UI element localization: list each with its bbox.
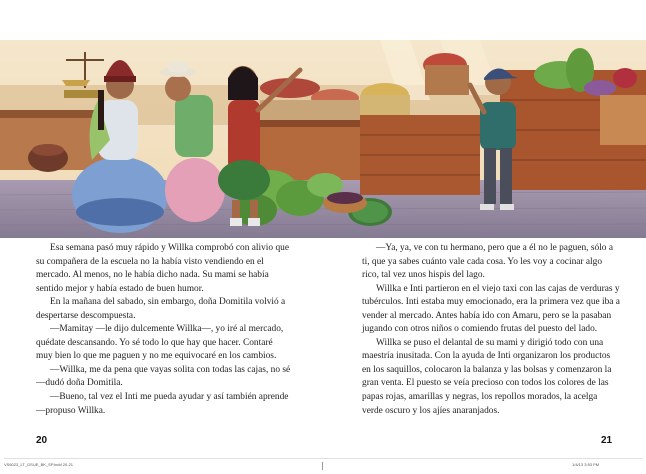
paragraph: —Willka, me da pena que vayas solita con todas las cajas, no sé —dudó doña Domitila. <box>36 364 291 389</box>
page-number-left: 20 <box>36 435 48 446</box>
paragraph: —Bueno, tal vez el Inti me pueda ayudar y así también aprende —propuso Willka. <box>36 392 289 416</box>
print-slug-right: 1/4/13 3:53 PM <box>572 462 600 467</box>
crop-mark <box>4 458 642 459</box>
crop-mark <box>322 462 323 470</box>
paragraph: —Ya, ya, ve con tu hermano, pero que a él no le paguen, sólo a ti, que ya sabes cuánto vale cada cosa. Yo les voy a cocinar algo rico, tal vez unos hispis del lago. <box>362 243 614 281</box>
paragraph: Willka se puso el delantal de su mami y dirigió todo con una maestría inusitada. Con la ayuda de Inti organizaron los productos en los saquillos, colocaron la balanza y las bolsas y comenzaron la gran venta. El puesto se veía precioso con todos los colores de las papas rojas, amarillas y negras, los repollos morados, la acelga verde oscuro y los ajíes anaranjados. <box>362 337 612 416</box>
paragraph: —Mamitay —le dijo dulcemente Willka—, yo iré al mercado, quédate descansando. Yo sé todo lo que hay que hacer. Contaré muy bien lo que me paguen y no me equivocaré en los cambios. <box>36 324 284 362</box>
page-number-right: 21 <box>601 435 613 446</box>
paragraph: Willka e Inti partieron en el viejo taxi con las cajas de verduras y tubérculos. Inti estaba muy emocionado, era la primera vez que iba a vender al mercado. Antes había ido con Amaru, pero se la pasaban jugando con otros niños o comiendo frutas del puesto del lado. <box>362 283 620 335</box>
paragraph: Esa semana pasó muy rápido y Willka comprobó con alivio que su compañera de la escuela no la había visto vendiendo en el mercado. Al menos, no le había dicho nada. Su mami se había sentido mejor y había estado de buen humor. <box>36 243 289 294</box>
market-illustration <box>0 40 646 238</box>
paragraph: En la mañana del sabado, sin embargo, doña Domitila volvió a despertarse descompuesta. <box>36 297 286 321</box>
right-page-text <box>362 242 620 418</box>
left-page-text <box>36 242 291 418</box>
print-slug-left: VS6023_LT_GSUE_BK_SP.indd 20-21 <box>4 462 74 467</box>
